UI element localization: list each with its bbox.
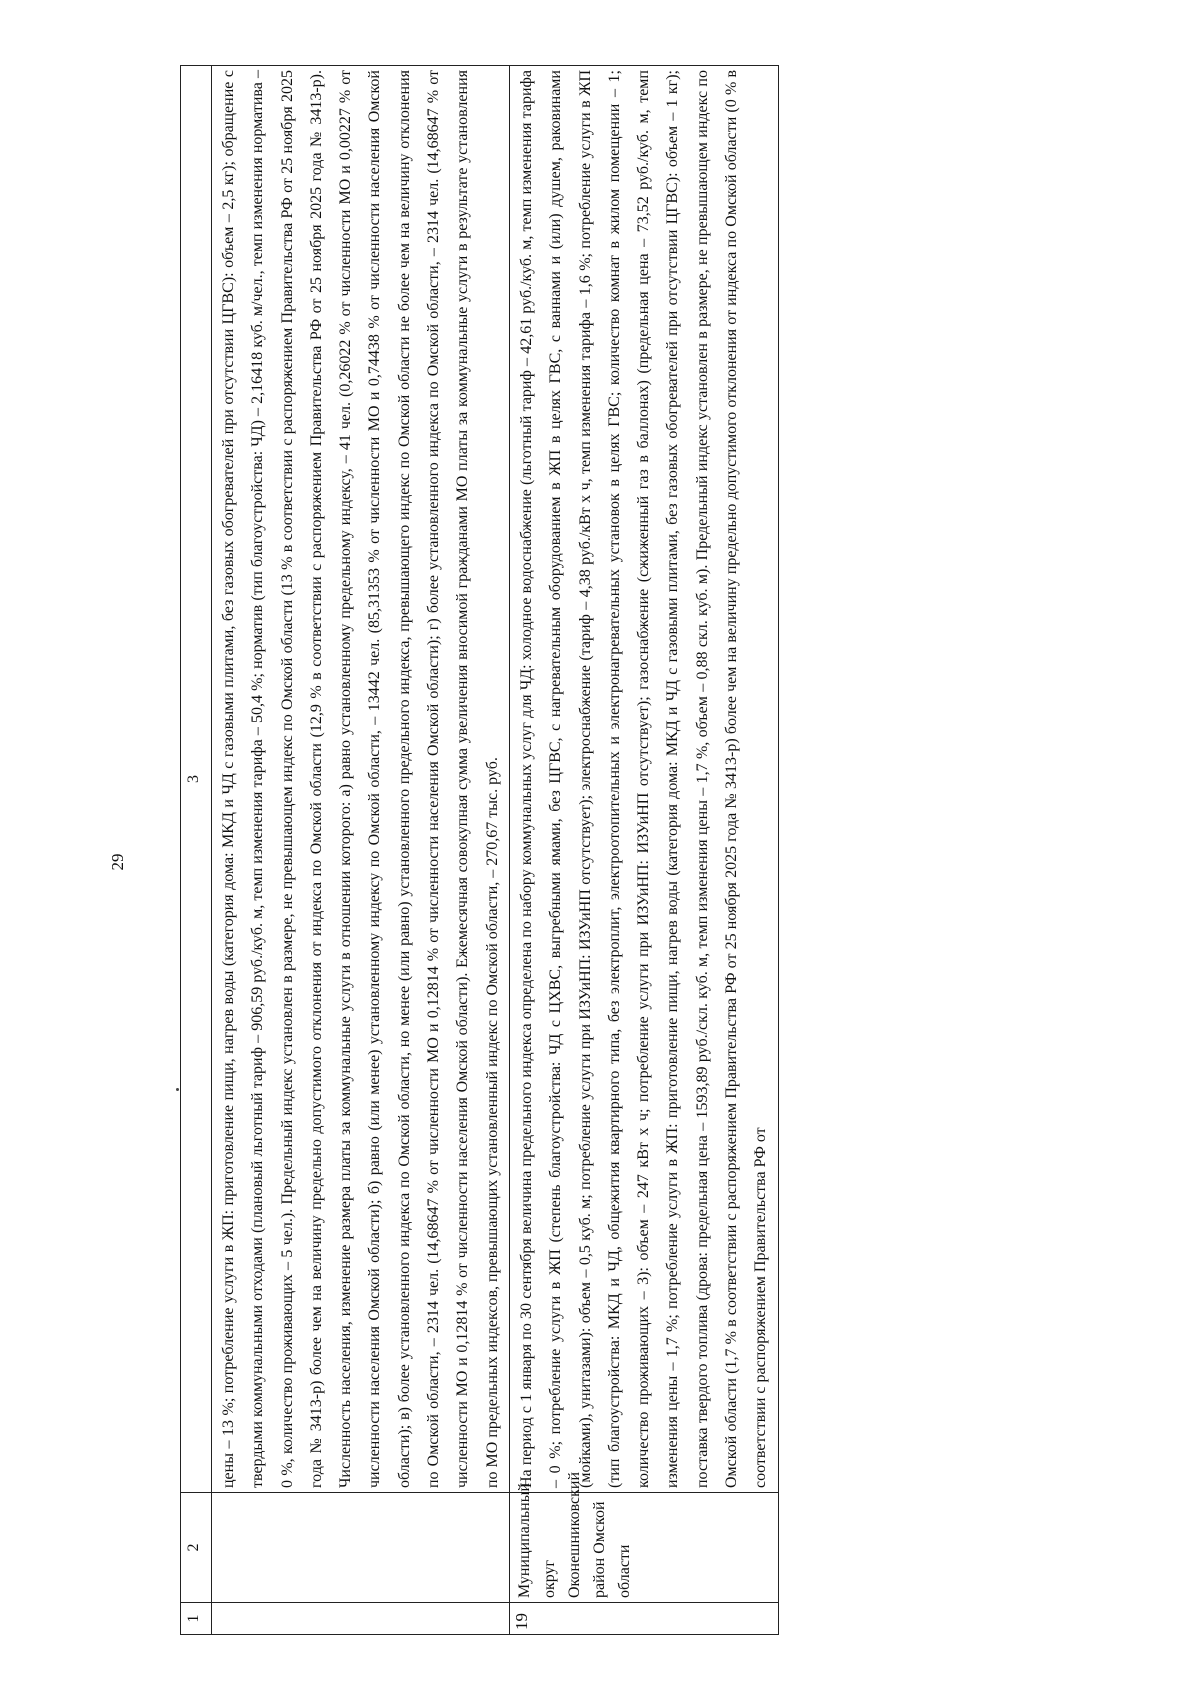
table-header-row — [181, 66, 212, 1635]
row-number — [212, 1603, 510, 1635]
document-table — [180, 65, 779, 1635]
row-description-text: На период с 1 января по 30 сентября величина предельного индекса определена по набору коммунальных услуг для ЧД: холодное водоснабжение (льготный тариф – 42,61 руб./куб. м, темп изменения тарифа – 0 %; потребление услуги в ЖП (степень благоустройства: ЧД с ЦХВС, выгребными ямами, без ЦГВС, с нагревательным оборудованием в ЖП в целях ГВС, с ваннами и (или) душем, раковинами (мойками), унитазами): объем – 0,5 куб. м; потребление услуги при ИЗУиНП: ИЗУиНП отсутствует); электроснабжение (тариф – 4,38 руб./кВт х ч, темп изменения тарифа – 1,6 %; потребление услуги в ЖП (тип благоустройства: МКД и ЧД, общежития квартирного типа, без электроплит, электроотопительных и электронагревательных установок в целях ГВС; количество комнат в жилом помещении – 1; количество проживающих – 3): объем – 247 кВт х ч; потребление услуги при ИЗУиНП: ИЗУиНП отсутствует); газоснабжение (сжиженный газ в баллонах) (предельная цена – 73,52 руб./куб. м, темп изменения цены – 1,7 %; потребление услуги в ЖП: приготовление пищи, нагрев воды (категория дома: МКД и ЧД с газовыми плитами, без газовых обогревателей при отсутствии ЦГВС): объем – 1 кг); поставка твердого топлива (дрова: предельная цена – 1593,89 руб./скл. куб. м, темп изменения цены – 1,7 %, объем – 0,88 скл. куб. м). Предельный индекс установлен в размере, не превышающем индекс по Омской области (1,7 % в соответствии с распоряжением Правительства РФ от 25 ноября 2025 года № 3413-р) более чем на величину предельно допустимого отклонения от индекса по Омской области (0 % в соответствии с распоряжением Правительства РФ от — [517, 70, 770, 1488]
header-col-3: 3 — [181, 66, 212, 1493]
municipality-name: Муниципальный округ Оконешниковский район Омской области — [509, 1493, 778, 1603]
table-row — [509, 66, 778, 1635]
row-number: 19 — [509, 1603, 778, 1635]
row-description — [212, 66, 510, 1493]
municipality-name — [212, 1493, 510, 1603]
table-row — [212, 66, 510, 1635]
page-number: 29 — [108, 853, 127, 871]
row-description — [509, 66, 778, 1493]
row-description-text: цены – 13 %; потребление услуги в ЖП: приготовление пищи, нагрев воды (категория дома: МКД и ЧД с газовыми плитами, без газовых обогревателей при отсутствии ЦГВС): объем – 2,5 кг); обращение с твердыми коммунальными отходами (плановый льготный тариф – 906,59 руб./куб. м, темп изменения тарифа – 50,4 %; норматив (тип благоустройства: ЧД) – 2,16418 куб. м/чел., темп изменения норматива – 0 %, количество проживающих – 5 чел.). Предельный индекс установлен в размере, не превышающем индекс по Омской области (13 % в соответствии с распоряжением Правительства РФ от 25 ноября 2025 года № 3413-р) более чем на величину предельно допустимого отклонения от индекса по Омской области (12,9 % в соответствии с распоряжением Правительства РФ от 25 ноября 2025 года № 3413-р). Численность населения, изменение размера платы за коммунальные услуги в отношении которого: а) равно установленному предельному индексу, – 41 чел. (0,26022 % от численности МО и 0,00227 % от численности населения Омской области); б) равно (или менее) установленному индексу по Омской области, – 13442 чел. (85,31353 % от численности МО и 0,74438 % от численности населения Омской области); в) более установленного индекса по Омской области, но менее (или равно) установленного предельного индекса, превышающего индекс по Омской области не более чем на величину отклонения по Омской области, – 2314 чел. (14,68647 % от численности МО и 0,12814 % от численности населения Омской области); г) более установленного индекса по Омской области, – 2314 чел. (14,68647 % от численности МО и 0,12814 % от численности населения Омской области). Ежемесячная совокупная сумма увеличения вносимой гражданами МО платы за коммунальные услуги в результате установления по МО предельных индексов, превышающих установленный индекс по Омской области, – 270,67 тыс. руб. — [220, 70, 501, 1488]
header-col-1: 1 — [181, 1603, 212, 1635]
scan-speck — [176, 1088, 179, 1091]
header-col-2: 2 — [181, 1493, 212, 1603]
